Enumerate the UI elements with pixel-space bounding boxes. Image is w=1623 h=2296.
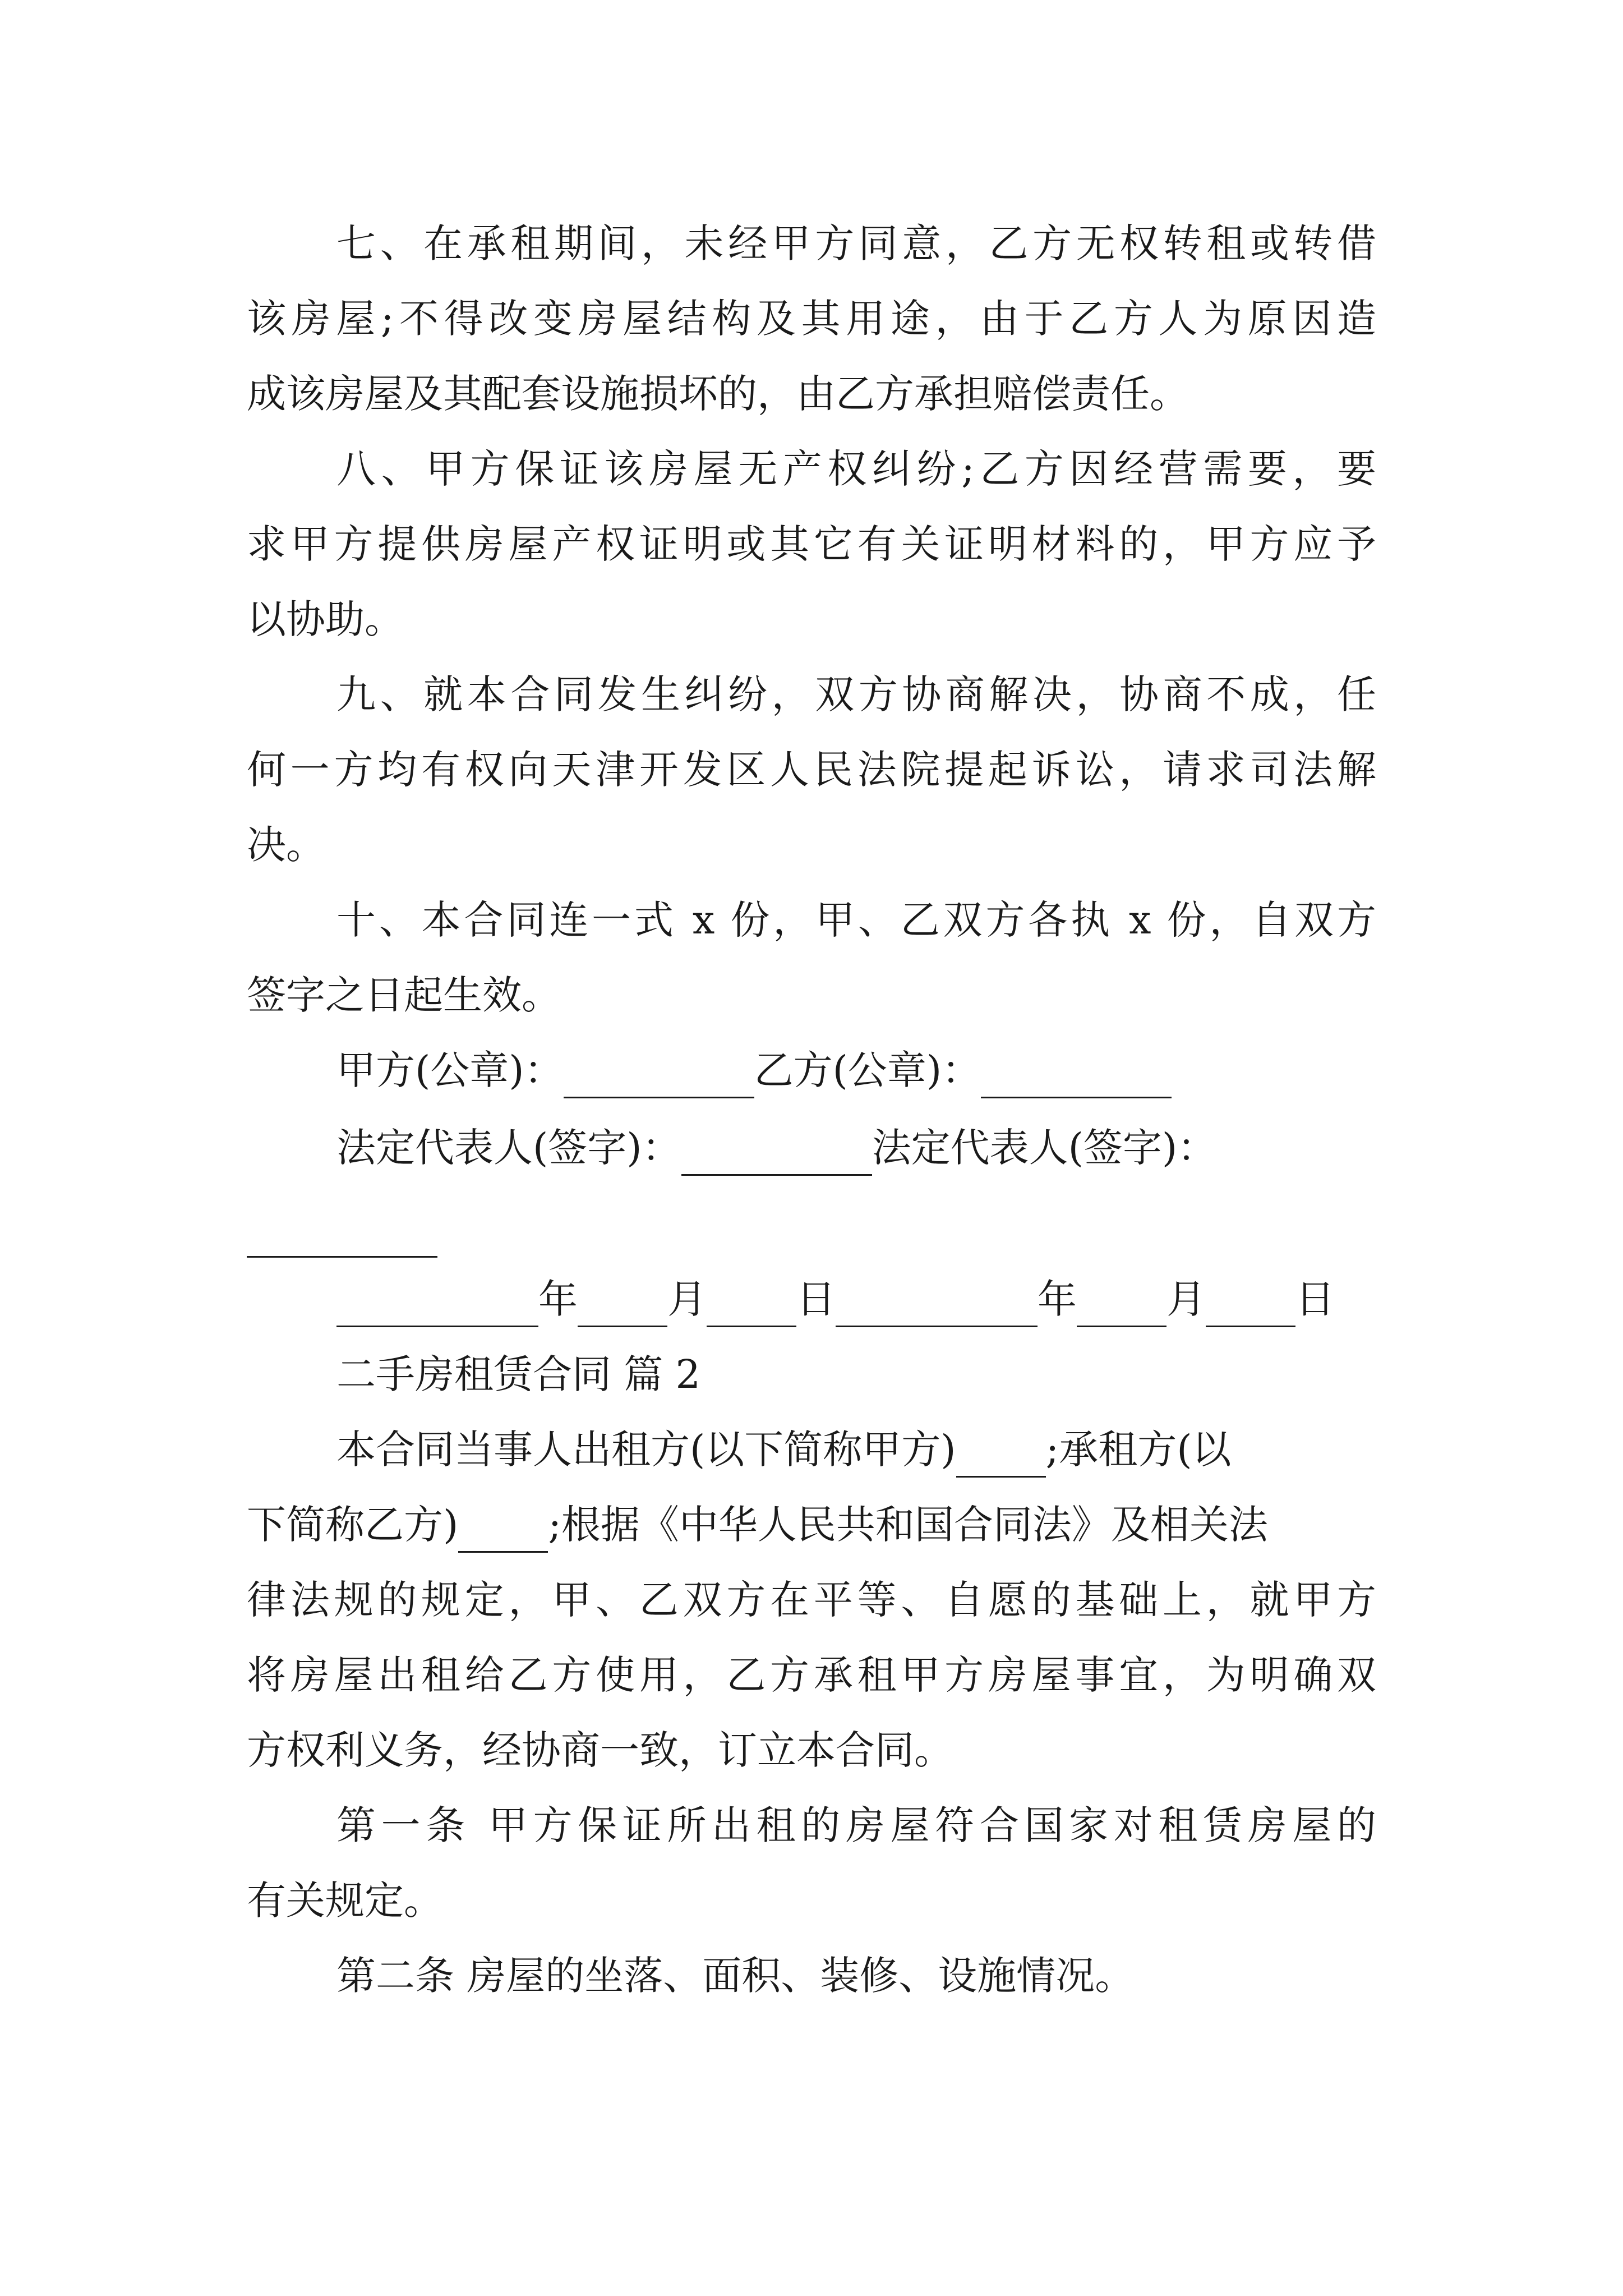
clause-7-line-3: 成该房屋及其配套设施损坏的，由乙方承担赔偿责任。 — [247, 371, 1189, 417]
clause-9-line-1: 九、就本合同发生纠纷，双方协商解决，协商不成，任 — [336, 671, 1376, 717]
article-1-line-1: 第一条 甲方保证所出租的房屋符合国家对租赁房屋的 — [336, 1802, 1376, 1848]
date-b-day-blank[interactable] — [1206, 1282, 1295, 1327]
party-b-seal-label: 乙方(公章)： — [754, 1047, 981, 1093]
party-b-seal-blank[interactable] — [981, 1053, 1172, 1098]
date-a-day-blank[interactable] — [707, 1282, 796, 1327]
clause-8-line-2: 求甲方提供房屋产权证明或其它有关证明材料的，甲方应予 — [247, 521, 1376, 567]
clause-7-line-2: 该房屋;不得改变房屋结构及其用途，由于乙方人为原因造 — [247, 296, 1376, 342]
party-a-rep-blank[interactable] — [681, 1130, 872, 1176]
date-a-month-label: 月 — [667, 1276, 707, 1322]
lessee-label: ;承租方(以 — [1045, 1427, 1232, 1473]
lessee-blank[interactable] — [458, 1507, 548, 1553]
party-b-rep-continuation — [247, 1202, 437, 1258]
article-2-line-1: 第二条 房屋的坐落、面积、装修、设施情况。 — [336, 1953, 1135, 1999]
seal-line — [336, 1042, 1172, 1098]
section2-line-5: 方权利义务，经协商一致，订立本合同。 — [247, 1727, 953, 1773]
article-1-line-2: 有关规定。 — [247, 1878, 443, 1924]
party-a-seal-blank[interactable] — [564, 1053, 754, 1098]
date-b-month-label: 月 — [1166, 1276, 1206, 1322]
party-a-seal-label: 甲方(公章)： — [336, 1047, 564, 1093]
section2-line-4: 将房屋出租给乙方使用，乙方承租甲方房屋事宜，为明确双 — [247, 1652, 1376, 1698]
clause-9-line-3: 决。 — [247, 822, 325, 868]
section2-line-2 — [247, 1497, 1268, 1553]
clause-8-line-3: 以协助。 — [247, 596, 404, 642]
lessor-label: 本合同当事人出租方(以下简称甲方) — [336, 1427, 956, 1473]
date-a-year-blank[interactable] — [336, 1282, 538, 1327]
party-b-rep-label: 法定代表人(签字)： — [872, 1125, 1217, 1171]
party-b-rep-blank[interactable] — [247, 1212, 437, 1258]
representative-line — [336, 1120, 1216, 1176]
date-a-day-label: 日 — [796, 1276, 836, 1322]
date-a-month-blank[interactable] — [578, 1282, 667, 1327]
clause-8-line-1: 八、甲方保证该房屋无产权纠纷;乙方因经营需要，要 — [336, 446, 1376, 492]
date-b-year-blank[interactable] — [836, 1282, 1038, 1327]
date-line — [336, 1271, 1335, 1327]
basis-text: ;根据《中华人民共和国合同法》及相关法 — [548, 1502, 1268, 1548]
clause-10-line-2: 签字之日起生效。 — [247, 972, 561, 1018]
clause-9-line-2: 何一方均有权向天津开发区人民法院提起诉讼，请求司法解 — [247, 747, 1376, 793]
lessor-blank[interactable] — [956, 1432, 1046, 1478]
date-b-day-label: 日 — [1295, 1276, 1335, 1322]
section-title: 二手房租赁合同 篇 2 — [336, 1351, 701, 1397]
date-b-month-blank[interactable] — [1077, 1282, 1166, 1327]
clause-10-line-1: 十、本合同连一式 x 份，甲、乙双方各执 x 份，自双方 — [336, 897, 1376, 943]
date-b-year-label: 年 — [1038, 1276, 1077, 1322]
section2-line-1 — [336, 1421, 1232, 1478]
date-a-year-label: 年 — [538, 1276, 578, 1322]
section2-line-3: 律法规的规定，甲、乙双方在平等、自愿的基础上，就甲方 — [247, 1577, 1376, 1623]
party-a-rep-label: 法定代表人(签字)： — [336, 1125, 681, 1171]
lessee-label-cont: 下简称乙方) — [247, 1502, 459, 1548]
clause-7-line-1: 七、在承租期间，未经甲方同意，乙方无权转租或转借 — [336, 220, 1376, 266]
